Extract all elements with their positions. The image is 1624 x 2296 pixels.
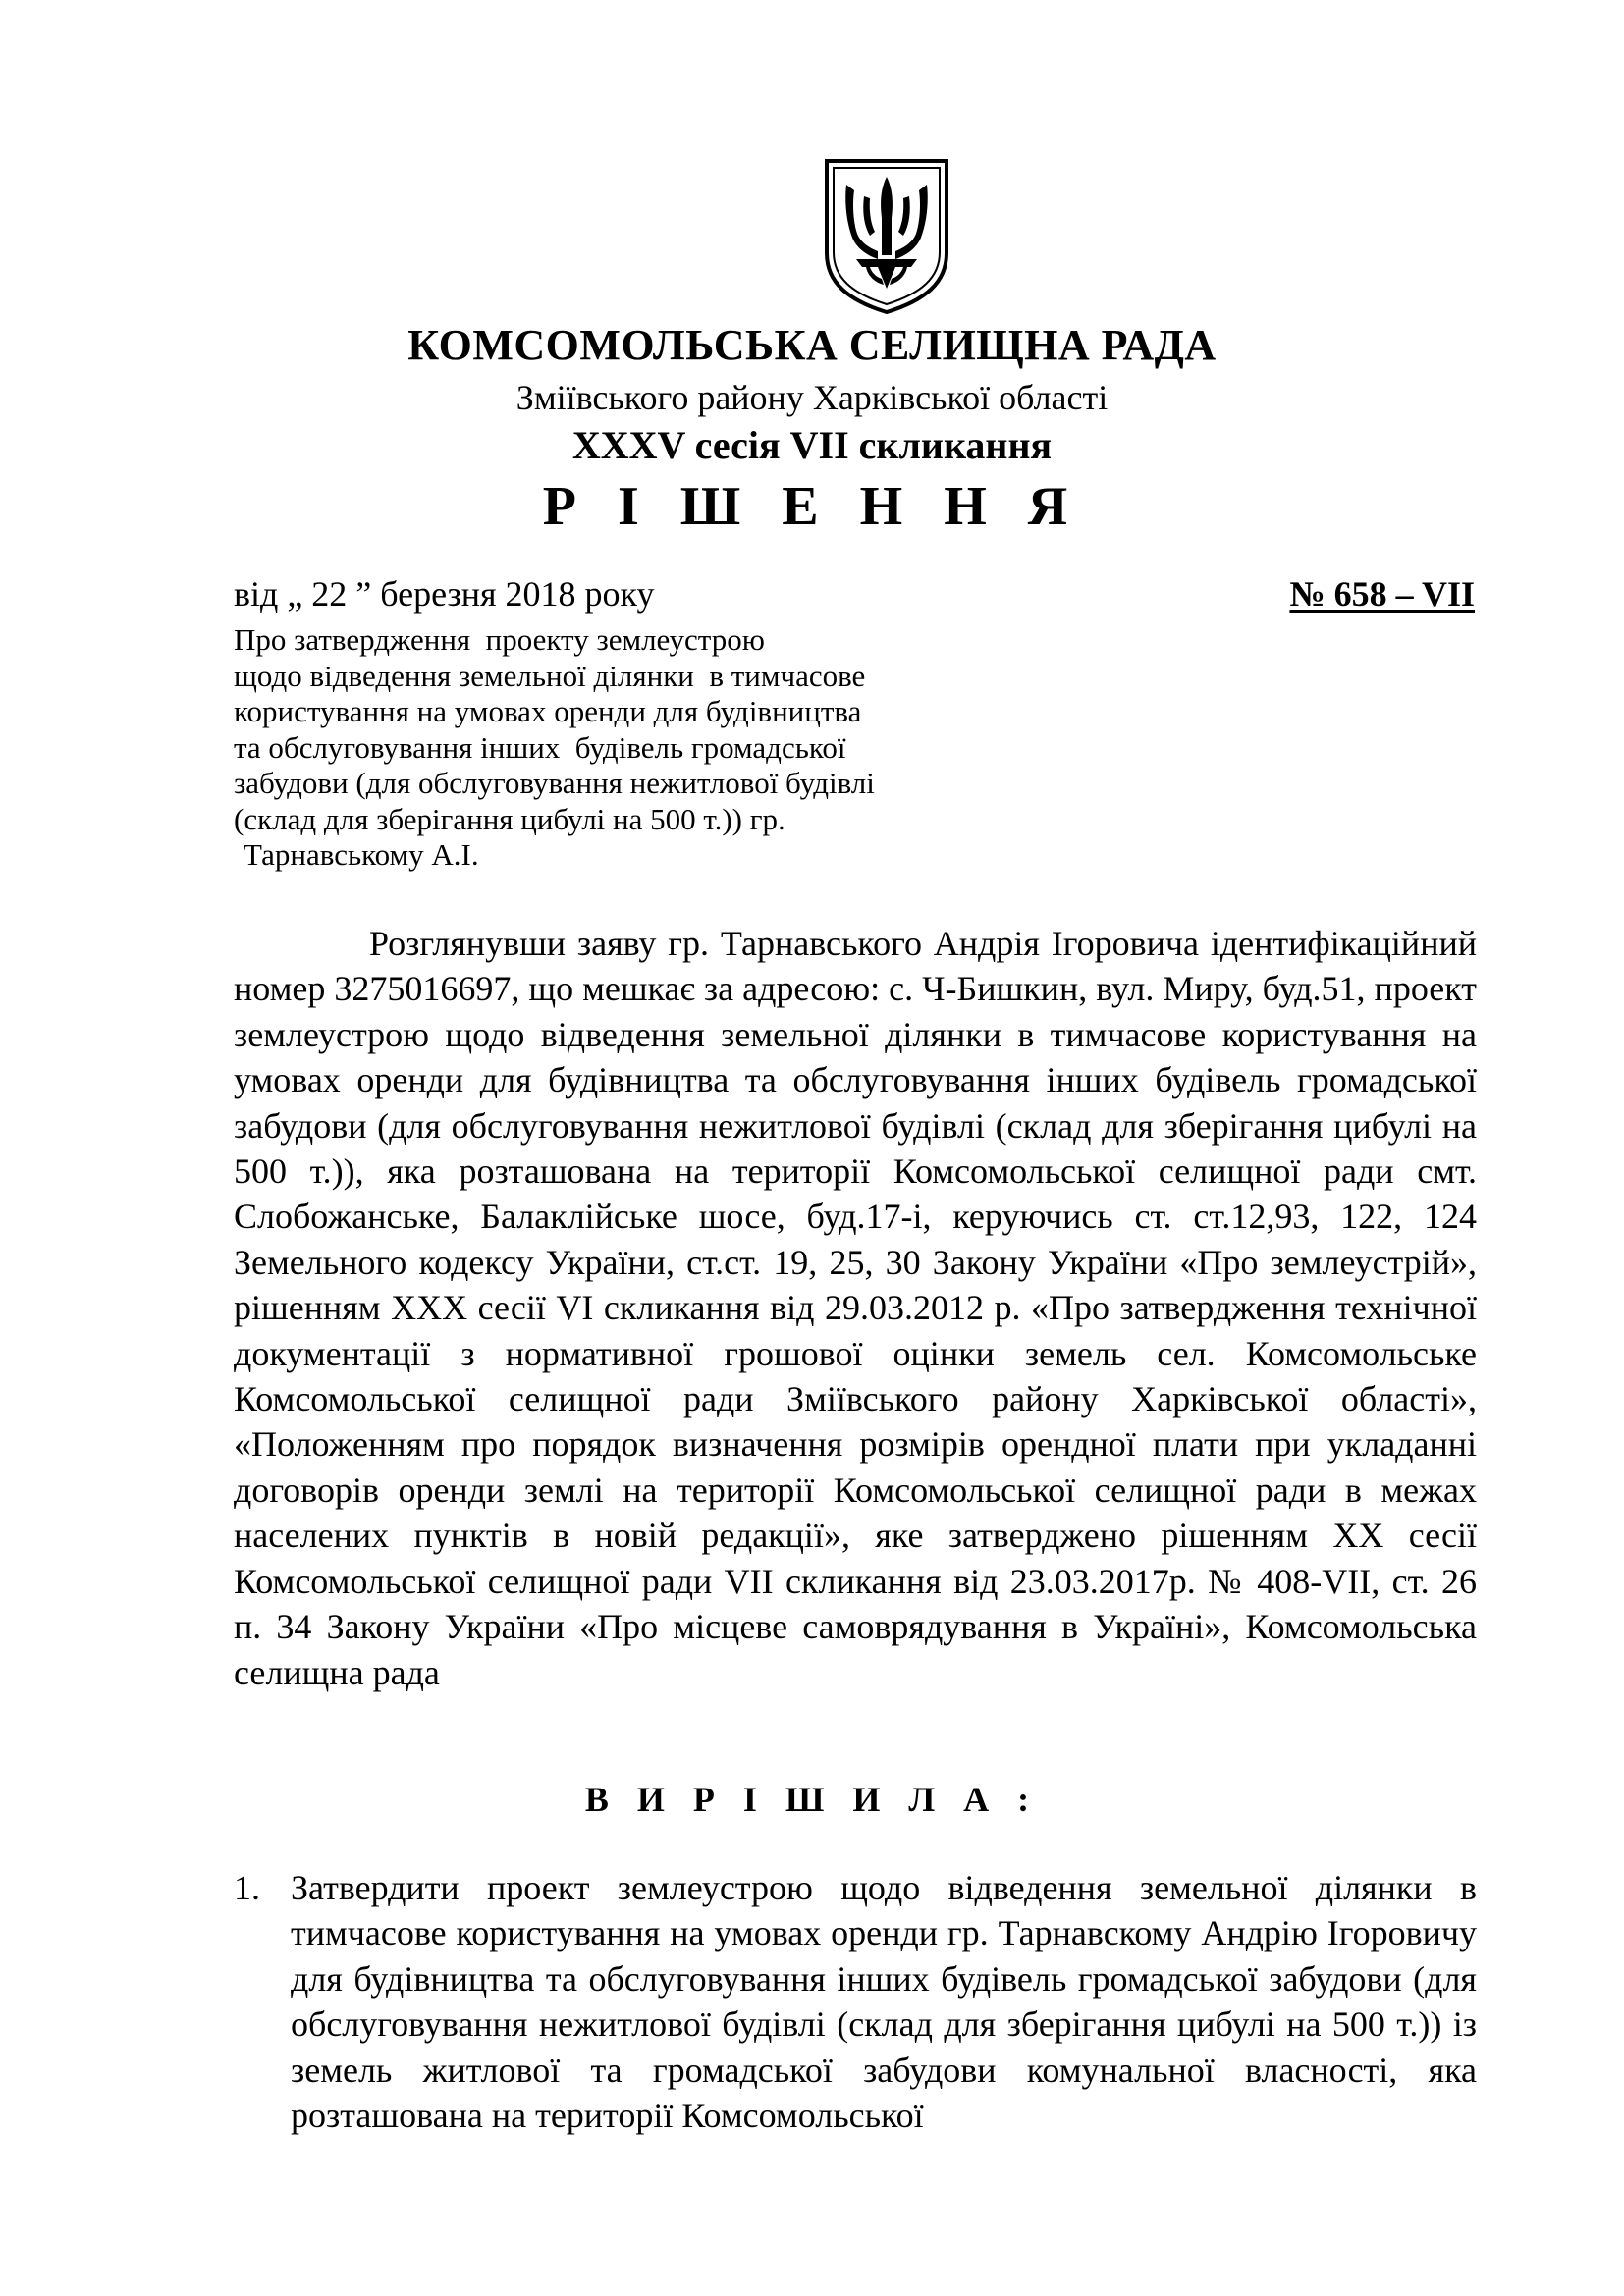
session-line: XXXV сесія VII скликання — [571, 423, 1053, 467]
subject-line: користування на умовах оренди для будівництва — [234, 694, 862, 728]
decision-date: від „ 22 ” березня 2018 року — [234, 574, 655, 614]
decision-item — [234, 1865, 1477, 2138]
trident-coat-of-arms-icon — [823, 157, 950, 314]
subject-line: щодо відведення земельної ділянки в тимчасове — [234, 658, 866, 693]
resolved-heading: В И Р І Ш И Л А : — [584, 1780, 1040, 1819]
council-name: КОМСОМОЛЬСЬКА СЕЛИЩНА РАДА — [407, 321, 1217, 369]
item-number: 1. — [234, 1868, 260, 1907]
subject-line: Про затвердження проекту землеустрою — [234, 622, 765, 657]
preamble-paragraph: Розглянувши заяву гр. Тарнавського Андрія Ігоровича ідентифікаційний номер 3275016697, що мешкає за адресою: с. Ч-Бишкин, вул. Миру, буд.51, проект землеустрою щодо відведення земельної ділянки в тимчасове користування на умовах оренди для будівництва та обслуговування інших будівель громадської забудови (для обслуговування нежитлової будівлі (склад для зберігання цибулі на 500 т.)), яка розташована на території Комсомольської селищної ради смт. Слобожанське, Балаклійське шосе, буд.17-і, керуючись ст. ст.12,93, 122, 124 Земельного кодексу України, ст.ст. 19, 25, 30 Закону України «Про землеустрій», рішенням ХХХ сесії VІ скликання від 29.03.2012 р. «Про затвердження технічної документації з нормативної грошової оцінки земель сел. Комсомольське Комсомольської селищної ради Зміївського району Харківської області», «Положенням про порядок визначення розмірів орендної плати при укладанні договорів оренди землі на території Комсомольської селищної ради в межах населених пунктів в новій редакції», яке затверджено рішенням ХХ сесії Комсомольської селищної ради VІІ скликання від 23.03.2017р. № 408-VІІ, ст. 26 п. 34 Закону України «Про місцеве самоврядування в Україні», Комсомольська селищна рада — [234, 924, 1477, 1692]
decision-subject — [234, 622, 960, 874]
district-line: Зміївського району Харківської області — [515, 378, 1109, 417]
item-text: Затвердити проект землеустрою щодо відведення земельної ділянки в тимчасове користування на умовах оренди гр. Тарнавскому Андрію Ігоровичу для будівництва та обслуговування інших будівель громадської забудови (для обслуговування нежитлової будівлі (склад для зберігання цибулі на 500 т.)) із земель житлової та громадської забудови комунальної власності, яка розташована на території Комсомольської — [291, 1868, 1477, 2136]
subject-line: Тарнавському А.І. — [244, 837, 479, 872]
decision-items-list — [234, 1865, 1477, 2138]
decision-number: № 658 – VII — [1289, 574, 1475, 614]
subject-line: забудови (для обслуговування нежитлової будівлі — [234, 766, 875, 800]
subject-line: та обслуговування інших будівель громадської — [234, 729, 846, 765]
document-type-title: Р І Ш Е Н Н Я — [542, 476, 1082, 537]
subject-line: (склад для зберігання цибулі на 500 т.)) гр. — [234, 801, 785, 836]
